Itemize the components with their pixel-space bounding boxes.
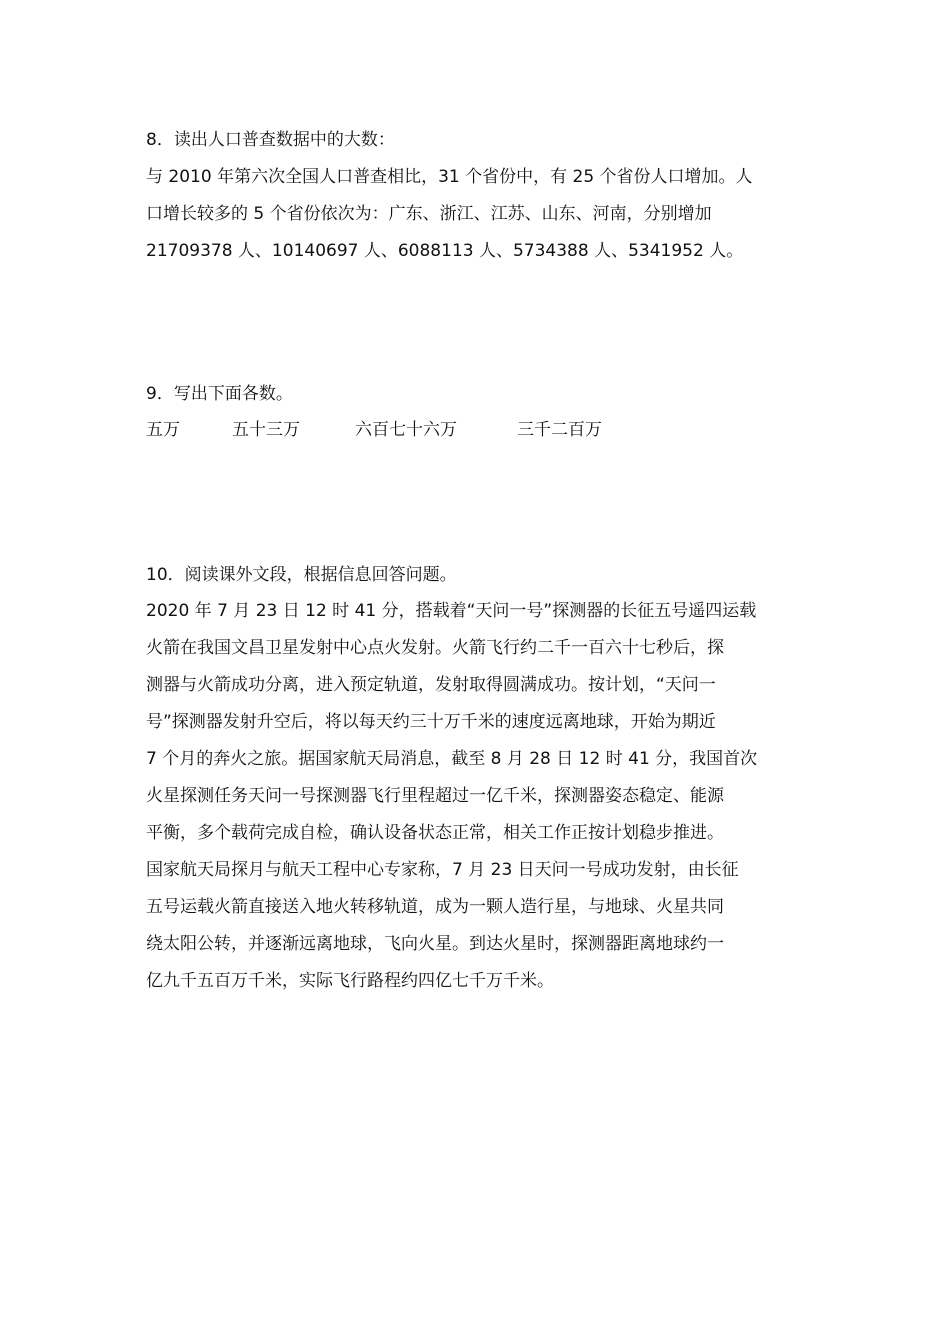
passage-line: 火星探测任务天问一号探测器飞行里程超过一亿千米，探测器姿态稳定、能源 bbox=[146, 786, 724, 806]
question-8-text-line: 与 2010 年第六次全国人口普查相比，31 个省份中，有 25 个省份人口增加。人 bbox=[146, 167, 753, 187]
question-8-text-line: 口增长较多的 5 个省份依次为：广东、浙江、江苏、山东、河南，分别增加 bbox=[146, 204, 712, 224]
passage-line: 五号运载火箭直接送入地火转移轨道，成为一颗人造行星，与地球、火星共同 bbox=[146, 897, 724, 917]
question-9-heading: 9．写出下面各数。 bbox=[146, 384, 293, 404]
passage-line: 号”探测器发射升空后，将以每天约三十万千米的速度远离地球，开始为期近 bbox=[146, 712, 716, 732]
passage-line: 绕太阳公转，并逐渐远离地球，飞向火星。到达火星时，探测器距离地球约一 bbox=[146, 934, 724, 954]
passage-line: 2020 年 7 月 23 日 12 时 41 分，搭载着“天问一号”探测器的长征五号遥四运载 bbox=[146, 601, 757, 621]
number-word-item: 六百七十六万 bbox=[355, 420, 457, 440]
number-word-item: 五十三万 bbox=[232, 420, 300, 440]
passage-line: 7 个月的奔火之旅。据国家航天局消息，截至 8 月 28 日 12 时 41 分，我国首次 bbox=[146, 749, 758, 769]
passage-line: 平衡，多个载荷完成自检，确认设备状态正常，相关工作正按计划稳步推进。 bbox=[146, 823, 724, 843]
number-word-item: 五万 bbox=[146, 420, 180, 440]
passage-line: 测器与火箭成功分离，进入预定轨道，发射取得圆满成功。按计划，“天问一 bbox=[146, 675, 716, 695]
number-word-item: 三千二百万 bbox=[517, 420, 602, 440]
question-8-text-line: 21709378 人、10140697 人、6088113 人、5734388 人、5341952 人。 bbox=[146, 241, 744, 261]
question-8-heading: 8．读出人口普查数据中的大数： bbox=[146, 130, 395, 150]
passage-line: 国家航天局探月与航天工程中心专家称，7 月 23 日天问一号成功发射，由长征 bbox=[146, 860, 739, 880]
number-words-row bbox=[146, 419, 646, 441]
passage-line: 火箭在我国文昌卫星发射中心点火发射。火箭飞行约二千一百六十七秒后，探 bbox=[146, 638, 724, 658]
passage-line: 亿九千五百万千米，实际飞行路程约四亿七千万千米。 bbox=[146, 971, 554, 991]
question-10-heading: 10．阅读课外文段，根据信息回答问题。 bbox=[146, 565, 457, 585]
